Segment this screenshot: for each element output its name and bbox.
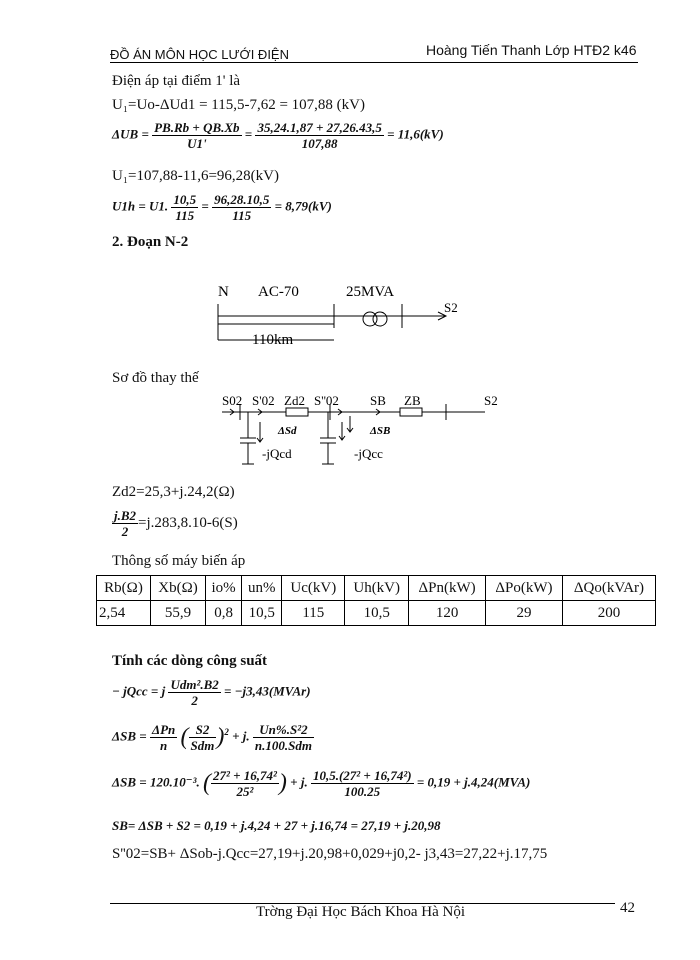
table-header-cell: Xb(Ω) <box>151 576 206 601</box>
table-header-cell: Rb(Ω) <box>97 576 151 601</box>
b2-equation <box>112 508 238 539</box>
sb-label: SB <box>370 393 386 408</box>
dsb-values-formula: ΔSB = 120.10⁻³. ( $\frac{\text{27² + 16,74²}}{\text{25²}}$ ) + j. $\frac{\text{10,5.(27² + 16,74²)}}{100.25}$ = 0,19 + j.4,24(MVA) <box>112 768 531 799</box>
du-fraction: $\frac{PB.Rb + QB.Xb}{U1'}$ <box>154 120 240 151</box>
u1h-formula: U1h = U1. $\frac{10,5}{115}$ = $\frac{96,28.10,5}{115}$ = 8,79(kV) <box>112 192 332 223</box>
section-title-n2: 2. Đoạn N-2 <box>112 234 189 250</box>
u1-equation: U₁=Uo-ΔUd1 = 115,5-7,62 = 107,88 (kV) <box>112 97 366 113</box>
qcd-label: -jQcd <box>262 446 292 461</box>
line-type-label: AC-70 <box>258 284 299 300</box>
b2-result: =j.283,8.10-6(S) <box>138 514 238 531</box>
table-cell: 55,9 <box>151 601 206 626</box>
table-header-cell: ΔQo(kVAr) <box>562 576 655 601</box>
table-header-cell: un% <box>242 576 282 601</box>
dsd-label: ΔSd <box>278 425 297 437</box>
sb-equation: SB= ΔSB + S2 = 0,19 + j.4,24 + 27 + j.16,74 = 27,19 + j.20,98 <box>112 818 441 833</box>
trafo-parameters-table <box>96 575 656 626</box>
zd2-impedance <box>286 408 308 416</box>
table-header-row <box>97 576 656 601</box>
page-number: 42 <box>620 900 635 916</box>
du-lhs: ΔUB = <box>112 126 149 142</box>
dsb-ratio-s: $\frac{S2}{\text{Sdm}}$ <box>190 722 215 753</box>
dsb-ratio-un: $\frac{\text{Un\%.S²2}}{\text{n.100.Sdm}}$ <box>254 722 312 753</box>
table-cell: 200 <box>562 601 655 626</box>
s-prime-02-label: S'02 <box>252 393 275 408</box>
header-right: Hoàng Tiến Thanh Lớp HTĐ2 k46 <box>426 42 637 58</box>
u1h-ratio-values: $\frac{96,28.10,5}{115}$ <box>214 192 270 223</box>
table-cell: 0,8 <box>206 601 242 626</box>
voltage-label: Điện áp tại điểm 1' là <box>112 73 241 89</box>
s2-label: S2 <box>484 393 498 408</box>
u1-corrected: U₁=107,88-11,6=96,28(kV) <box>112 168 279 184</box>
zd2-equation: Zd2=25,3+j.24,2(Ω) <box>112 484 235 500</box>
table-header-cell: ΔPo(kW) <box>486 576 563 601</box>
header-rule <box>110 62 638 63</box>
table-cell: 2,54 <box>97 601 151 626</box>
line-diagram <box>200 278 480 348</box>
zb-label: ZB <box>404 393 421 408</box>
table-cell: 120 <box>409 601 486 626</box>
delta-ub-formula: ΔUB = $\frac{PB.Rb + QB.Xb}{U1'}$ = $\frac{35,24.1,87 + 27,26.43,5}{107,88}$ = 11,6(kV) <box>112 120 444 151</box>
table-header-cell: Uh(kV) <box>345 576 409 601</box>
dsb2-ratio-values: $\frac{\text{10,5.(27² + 16,74²)}}{100.25}$ <box>312 768 412 799</box>
node-n-label: N <box>218 284 229 300</box>
equivalent-circuit <box>210 390 510 480</box>
u1h-ratio: $\frac{10,5}{115}$ <box>173 192 197 223</box>
du-fraction-values: $\frac{35,24.1,87 + 27,26.43,5}{107,88}$ <box>257 120 382 151</box>
table-header-cell: ΔPn(kW) <box>409 576 486 601</box>
qcc-fraction: $\frac{\text{Udm².B2}}{2}$ <box>170 677 219 708</box>
dsb-label: ΔSB <box>370 425 391 437</box>
dsb-formula: ΔSB = $\frac{\text{ΔPn}}{n}$ ( $\frac{S2}{\text{Sdm}}$ )$^2$ + j. $\frac{\text{Un\%.S²2}}{\text{n.100.Sdm}}$ <box>112 722 312 753</box>
s02-label: S02 <box>222 393 243 408</box>
zb-impedance <box>400 408 422 416</box>
table-header-cell: io% <box>206 576 242 601</box>
zd2-label: Zd2 <box>284 393 305 408</box>
header-left: ĐỒ ÁN MÔN HỌC LƯỚI ĐIỆN <box>110 47 289 62</box>
u1h-result: = 8,79(kV) <box>274 198 332 214</box>
dsb2-result: = 0,19 + j.4,24(MVA) <box>416 774 531 790</box>
table-cell: 10,5 <box>345 601 409 626</box>
table-cell: 29 <box>486 601 563 626</box>
load-s2-label: S2 <box>444 300 458 315</box>
du-result: = 11,6(kV) <box>387 126 444 142</box>
equivalent-diagram-label: Sơ đồ thay thế <box>112 370 199 386</box>
trafo-table-title: Thông số máy biến áp <box>112 553 246 569</box>
dsb2-ratio: $\frac{\text{27² + 16,74²}}{\text{25²}}$ <box>212 768 277 799</box>
dsb-ratio-pn: $\frac{\text{ΔPn}}{n}$ <box>151 722 176 753</box>
s02-equation: S''02=SB+ ΔSob-j.Qcc=27,19+j.20,98+0,029+j0,2- j3,43=27,22+j.17,75 <box>112 846 548 862</box>
b2-fraction: $\frac{j.B2}{2}$ <box>114 508 137 539</box>
qcc-formula: − jQcc = j $\frac{\text{Udm².B2}}{2}$ = −j3,43(MVAr) <box>112 677 311 708</box>
line-length-label: 110km <box>252 332 294 348</box>
s-dprime-02-label: S''02 <box>314 393 339 408</box>
power-flow-title: Tính các dòng công suất <box>112 653 268 669</box>
footer-school: Trờng Đại Học Bách Khoa Hà Nội <box>256 904 466 920</box>
qcc-label: -jQcc <box>354 446 383 461</box>
trafo-rating-label: 25MVA <box>346 284 395 300</box>
qcc-result: = −j3,43(MVAr) <box>224 683 311 699</box>
table-row <box>97 601 656 626</box>
table-cell: 10,5 <box>242 601 282 626</box>
table-header-cell: Uc(kV) <box>282 576 345 601</box>
table-cell: 115 <box>282 601 345 626</box>
